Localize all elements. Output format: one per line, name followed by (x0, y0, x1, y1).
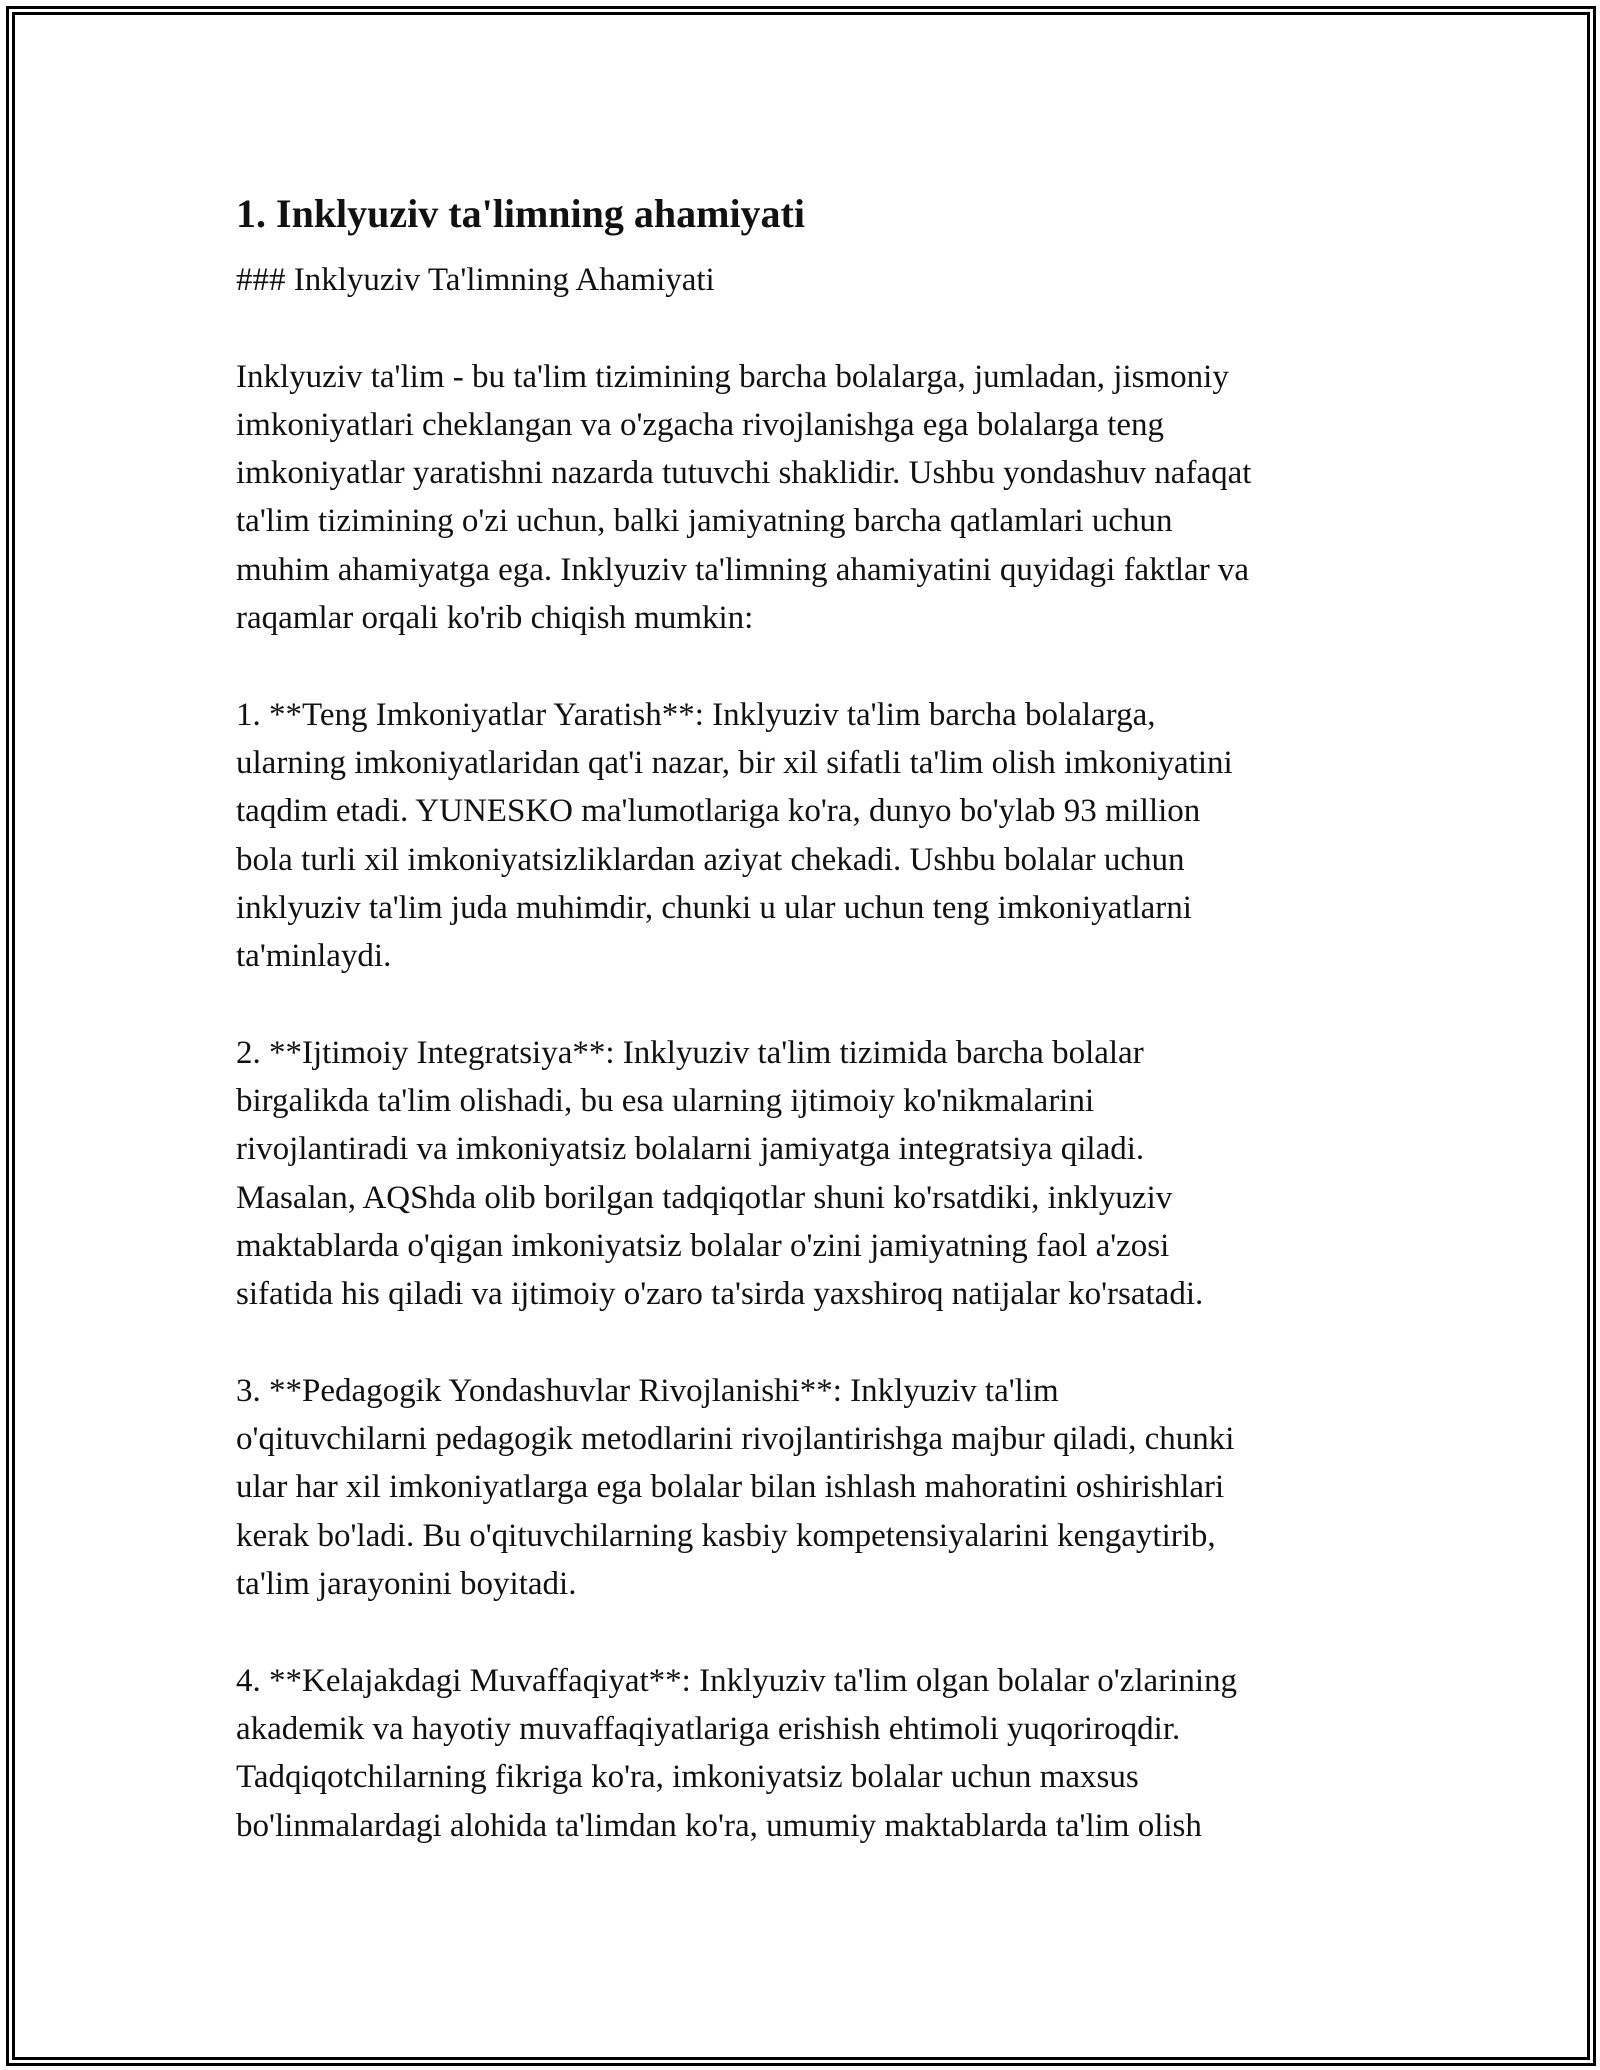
text-line: rivojlantiradi va imkoniyatsiz bolalarni jamiyatga integratsiya qiladi. (236, 1131, 1145, 1168)
text-line: 1. **Teng Imkoniyatlar Yaratish**: Inklyuziv ta'lim barcha bolalarga, (236, 696, 1156, 733)
text-line: o'qituvchilarni pedagogik metodlarini rivojlantirishga majbur qiladi, chunki (236, 1421, 1235, 1458)
text-line: ular har xil imkoniyatlarga ega bolalar bilan ishlash mahoratini oshirishlari (236, 1469, 1225, 1506)
subheading-text: ### Inklyuziv Ta'limning Ahamiyati (236, 262, 715, 298)
text-line: akademik va hayotiy muvaffaqiyatlariga erishish ehtimoli yuqoriroqdir. (236, 1710, 1181, 1747)
text-line: Tadqiqotchilarning fikriga ko'ra, imkoniyatsiz bolalar uchun maxsus (236, 1759, 1139, 1796)
text-line: raqamlar orqali ko'rib chiqish mumkin: (236, 600, 754, 637)
paragraph-point-1 (236, 691, 1386, 981)
text-line: Masalan, AQShda olib borilgan tadqiqotlar shuni ko'rsatdiki, inklyuziv (236, 1179, 1173, 1216)
text-line: imkoniyatlari cheklangan va o'zgacha rivojlanishga ega bolalarga teng (236, 406, 1165, 443)
text-line: birgalikda ta'lim olishadi, bu esa ularning ijtimoiy ko'nikmalarini (236, 1083, 1095, 1120)
document-body (236, 188, 1386, 1898)
paragraph-point-2 (236, 1029, 1386, 1319)
text-line: muhim ahamiyatga ega. Inklyuziv ta'limning ahamiyatini quyidagi faktlar va (236, 551, 1250, 588)
text-line: ta'minlaydi. (236, 938, 392, 975)
text-line: taqdim etadi. YUNESKO ma'lumotlariga ko'ra, dunyo bo'ylab 93 million (236, 793, 1201, 830)
text-line: ularning imkoniyatlaridan qat'i nazar, bir xil sifatli ta'lim olish imkoniyatini (236, 744, 1233, 781)
paragraph-point-4 (236, 1657, 1386, 1850)
document-title: 1. Inklyuziv ta'limning ahamiyati (236, 191, 805, 236)
text-line: maktablarda o'qigan imkoniyatsiz bolalar o'zini jamiyatning faol a'zosi (236, 1227, 1170, 1264)
text-line: bo'linmalardagi alohida ta'limdan ko'ra, umumiy maktablarda ta'lim olish (236, 1807, 1202, 1844)
text-line: ta'lim jarayonini boyitadi. (236, 1566, 577, 1603)
text-line: ta'lim tizimining o'zi uchun, balki jamiyatning barcha qatlamlari uchun (236, 503, 1173, 540)
text-line: sifatida his qiladi va ijtimoiy o'zaro ta'sirda yaxshiroq natijalar ko'rsatadi. (236, 1276, 1204, 1313)
paragraph-intro (236, 353, 1386, 643)
text-line: 4. **Kelajakdagi Muvaffaqiyat**: Inklyuziv ta'lim olgan bolalar o'zlarining (236, 1662, 1238, 1699)
text-line: kerak bo'ladi. Bu o'qituvchilarning kasbiy kompetensiyalarini kengaytirib, (236, 1517, 1216, 1554)
subheading-line (236, 256, 1386, 304)
text-line: imkoniyatlar yaratishni nazarda tutuvchi shaklidir. Ushbu yondashuv nafaqat (236, 455, 1252, 492)
text-line: bola turli xil imkoniyatsizliklardan aziyat chekadi. Ushbu bolalar uchun (236, 841, 1185, 878)
text-line: 3. **Pedagogik Yondashuvlar Rivojlanishi**: Inklyuziv ta'lim (236, 1372, 1059, 1409)
paragraph-point-3 (236, 1367, 1386, 1608)
text-line: inklyuziv ta'lim juda muhimdir, chunki u ular uchun teng imkoniyatlarni (236, 889, 1192, 926)
text-line: 2. **Ijtimoiy Integratsiya**: Inklyuziv ta'lim tizimida barcha bolalar (236, 1034, 1144, 1071)
text-line: Inklyuziv ta'lim - bu ta'lim tizimining barcha bolalarga, jumladan, jismoniy (236, 358, 1229, 395)
